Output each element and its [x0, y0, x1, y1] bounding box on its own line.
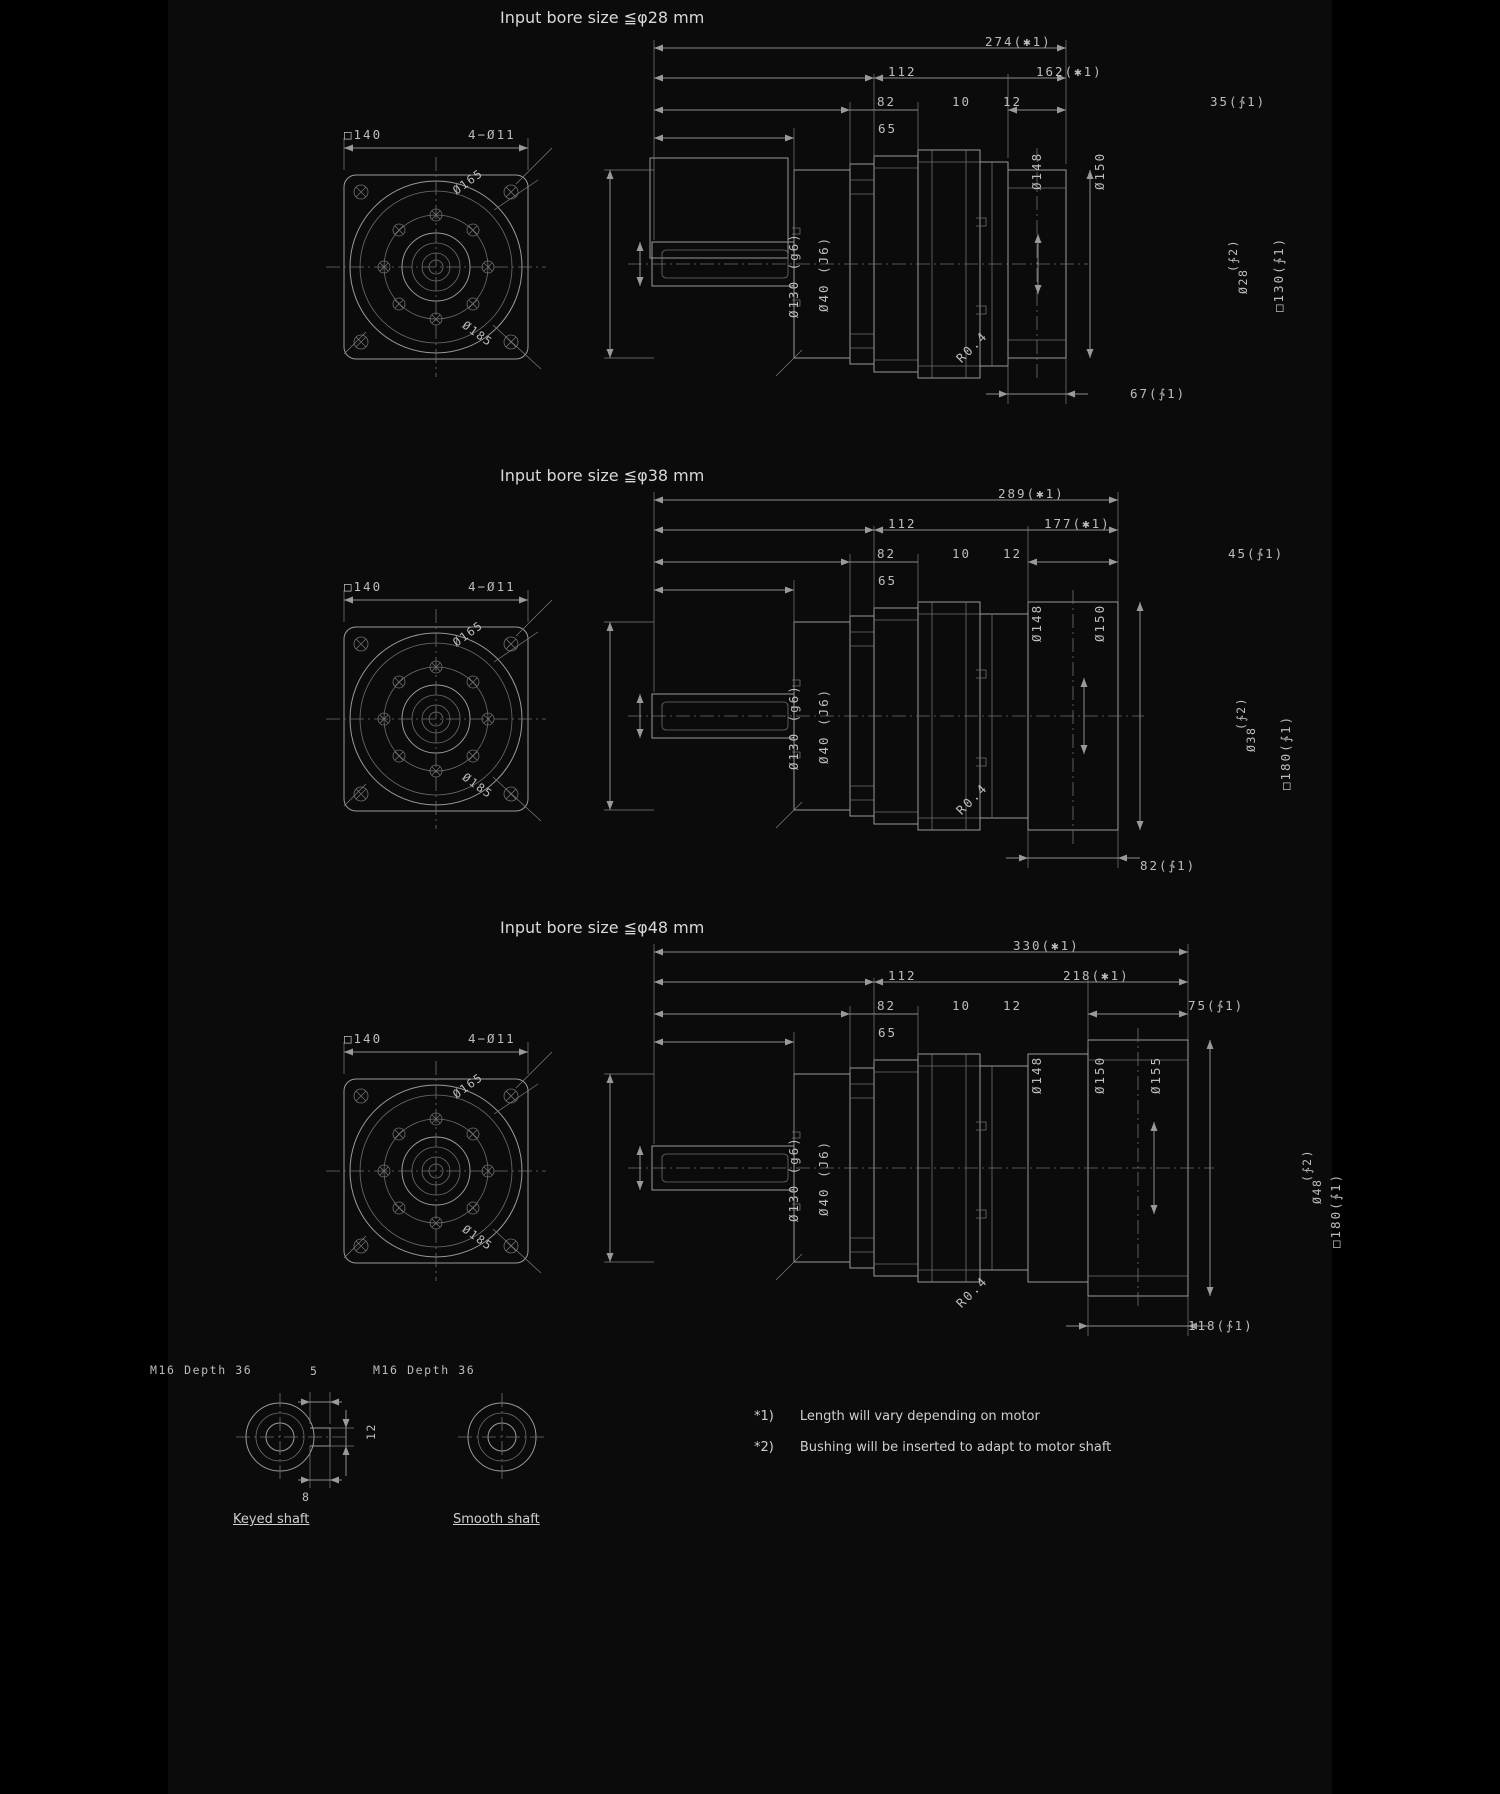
- dim-b-bore28: 10: [952, 94, 972, 109]
- dim-motor-bore-bore38: Ø38: [1244, 726, 1258, 752]
- dim-left-group-bore48: 112: [888, 968, 917, 983]
- dim-motor-square-bore48: □180(∱1): [1328, 1172, 1343, 1248]
- dim-radius-bore28: R0.4: [953, 328, 991, 366]
- dim-right-group-bore48: 218(✱1): [1063, 968, 1130, 983]
- smooth-shaft-thread: M16 Depth 36: [373, 1363, 476, 1377]
- dim-flange-dia-bore28: Ø130 (g6): [786, 232, 801, 318]
- dim-a-bore48: 82: [877, 998, 897, 1013]
- dim-motor-bore-bore28: Ø28: [1236, 268, 1250, 294]
- side-view-bore28: [588, 28, 1328, 428]
- section-title-bore38: Input bore size ≦φ38 mm: [500, 466, 705, 485]
- dim-motor-len-bore28: 35(∱1): [1210, 94, 1267, 109]
- dim-holes-bore48: 4−Ø11: [468, 1031, 516, 1046]
- dim-flange-dia-bore38: Ø130 (g6): [786, 684, 801, 770]
- dim-shaft-dia-bore38: Ø40 (J6): [816, 687, 831, 764]
- front-view-bore28: [248, 120, 548, 380]
- footnote-1: [754, 1409, 1040, 1424]
- dim-motor-bore-bore48: Ø48: [1310, 1178, 1324, 1204]
- keyed-shaft-detail: [218, 1380, 448, 1530]
- dim-outer-circle-bore28: Ø185: [459, 318, 496, 350]
- dim-overall-bore48: 330(✱1): [1013, 938, 1080, 953]
- dim-b-bore48: 10: [952, 998, 972, 1013]
- front-view-bore48: [248, 1024, 548, 1284]
- dim-motor-bore-note-bore28: (∱2): [1226, 238, 1240, 272]
- section-title-bore48: Input bore size ≦φ48 mm: [500, 918, 705, 937]
- dim-d-bore38: 65: [878, 573, 898, 588]
- dim-shaft-dia-bore28: Ø40 (J6): [816, 235, 831, 312]
- keyed-shaft-caption: Keyed shaft: [233, 1512, 310, 1527]
- dim-a-bore28: 82: [877, 94, 897, 109]
- footnote-2-text: Bushing will be inserted to adapt to motor shaft: [799, 1440, 1112, 1455]
- dim-b-bore38: 10: [952, 546, 972, 561]
- dim-motor-bore-note-bore48: (∱2): [1300, 1148, 1314, 1182]
- dim-square-bore48: □140: [344, 1031, 383, 1046]
- dim-left-group-bore28: 112: [888, 64, 917, 79]
- footnote-1-mark: *1): [754, 1409, 774, 1424]
- dim-radius-bore38: R0.4: [953, 780, 991, 818]
- dim-motor-flange-bore48: 118(∱1): [1188, 1318, 1254, 1333]
- dim-square-bore28: □140: [344, 127, 383, 142]
- dim-square-bore38: □140: [344, 579, 383, 594]
- dim-c-bore38: 12: [1003, 546, 1023, 561]
- keyed-shaft-key-height: 12: [364, 1422, 378, 1440]
- dim-holes-bore28: 4−Ø11: [468, 127, 516, 142]
- footnote-2-mark: *2): [754, 1440, 774, 1455]
- smooth-shaft-detail: [440, 1380, 600, 1510]
- keyed-shaft-key-depth: 8: [302, 1490, 311, 1504]
- dim-motor-len-bore38: 45(∱1): [1228, 546, 1285, 561]
- section-title-bore28: Input bore size ≦φ28 mm: [500, 8, 705, 27]
- dim-right-group-bore38: 177(✱1): [1044, 516, 1111, 531]
- dim-d-bore28: 65: [878, 121, 898, 136]
- dim-body-dia2-bore38: Ø150: [1092, 603, 1107, 642]
- smooth-shaft-caption: Smooth shaft: [453, 1512, 540, 1527]
- dim-bolt-circle-bore48: Ø165: [450, 1069, 486, 1102]
- dim-motor-flange-bore28: 67(∱1): [1130, 386, 1187, 401]
- dim-overall-bore38: 289(✱1): [998, 486, 1065, 501]
- drawing-sheet: [150, 0, 1343, 1794]
- keyed-shaft-key-width: 5: [310, 1364, 319, 1378]
- footnote-2: [754, 1440, 1111, 1455]
- dim-body-dia2-bore28: Ø150: [1092, 151, 1107, 190]
- dim-motor-len-bore48: 75(∱1): [1188, 998, 1245, 1013]
- dim-d-bore48: 65: [878, 1025, 898, 1040]
- side-view-bore38: [588, 480, 1328, 890]
- dim-bolt-circle-bore28: Ø165: [450, 165, 486, 198]
- dim-outer-circle-bore38: Ø185: [459, 770, 496, 802]
- dim-c-bore48: 12: [1003, 998, 1023, 1013]
- dim-motor-flange-bore38: 82(∱1): [1140, 858, 1197, 873]
- dim-overall-bore28: 274(✱1): [985, 34, 1052, 49]
- dim-motor-bore-note-bore38: (∱2): [1234, 696, 1248, 730]
- dim-outer-circle-bore48: Ø185: [459, 1222, 496, 1254]
- dim-holes-bore38: 4−Ø11: [468, 579, 516, 594]
- dim-radius-bore48: R0.4: [953, 1273, 991, 1311]
- dim-body-dia2-bore48: Ø150: [1092, 1055, 1107, 1094]
- dim-shaft-dia-bore48: Ø40 (J6): [816, 1139, 831, 1216]
- dim-left-group-bore38: 112: [888, 516, 917, 531]
- keyed-shaft-thread: M16 Depth 36: [150, 1363, 253, 1377]
- footnote-1-text: Length will vary depending on motor: [799, 1409, 1040, 1424]
- dim-body-dia1-bore48: Ø148: [1029, 1055, 1044, 1094]
- front-view-bore38: [248, 572, 548, 832]
- dim-body-dia1-bore38: Ø148: [1029, 603, 1044, 642]
- dim-a-bore38: 82: [877, 546, 897, 561]
- dim-bolt-circle-bore38: Ø165: [450, 617, 486, 650]
- dim-right-group-bore28: 162(✱1): [1036, 64, 1103, 79]
- dim-flange-dia-bore48: Ø130 (g6): [786, 1136, 801, 1222]
- dim-motor-square-bore38: □180(∱1): [1278, 714, 1293, 790]
- dim-motor-square-bore28: □130(∱1): [1271, 236, 1286, 312]
- dim-c-bore28: 12: [1003, 94, 1023, 109]
- dim-body-dia3-bore48: Ø155: [1148, 1055, 1163, 1094]
- dim-body-dia1-bore28: Ø148: [1029, 151, 1044, 190]
